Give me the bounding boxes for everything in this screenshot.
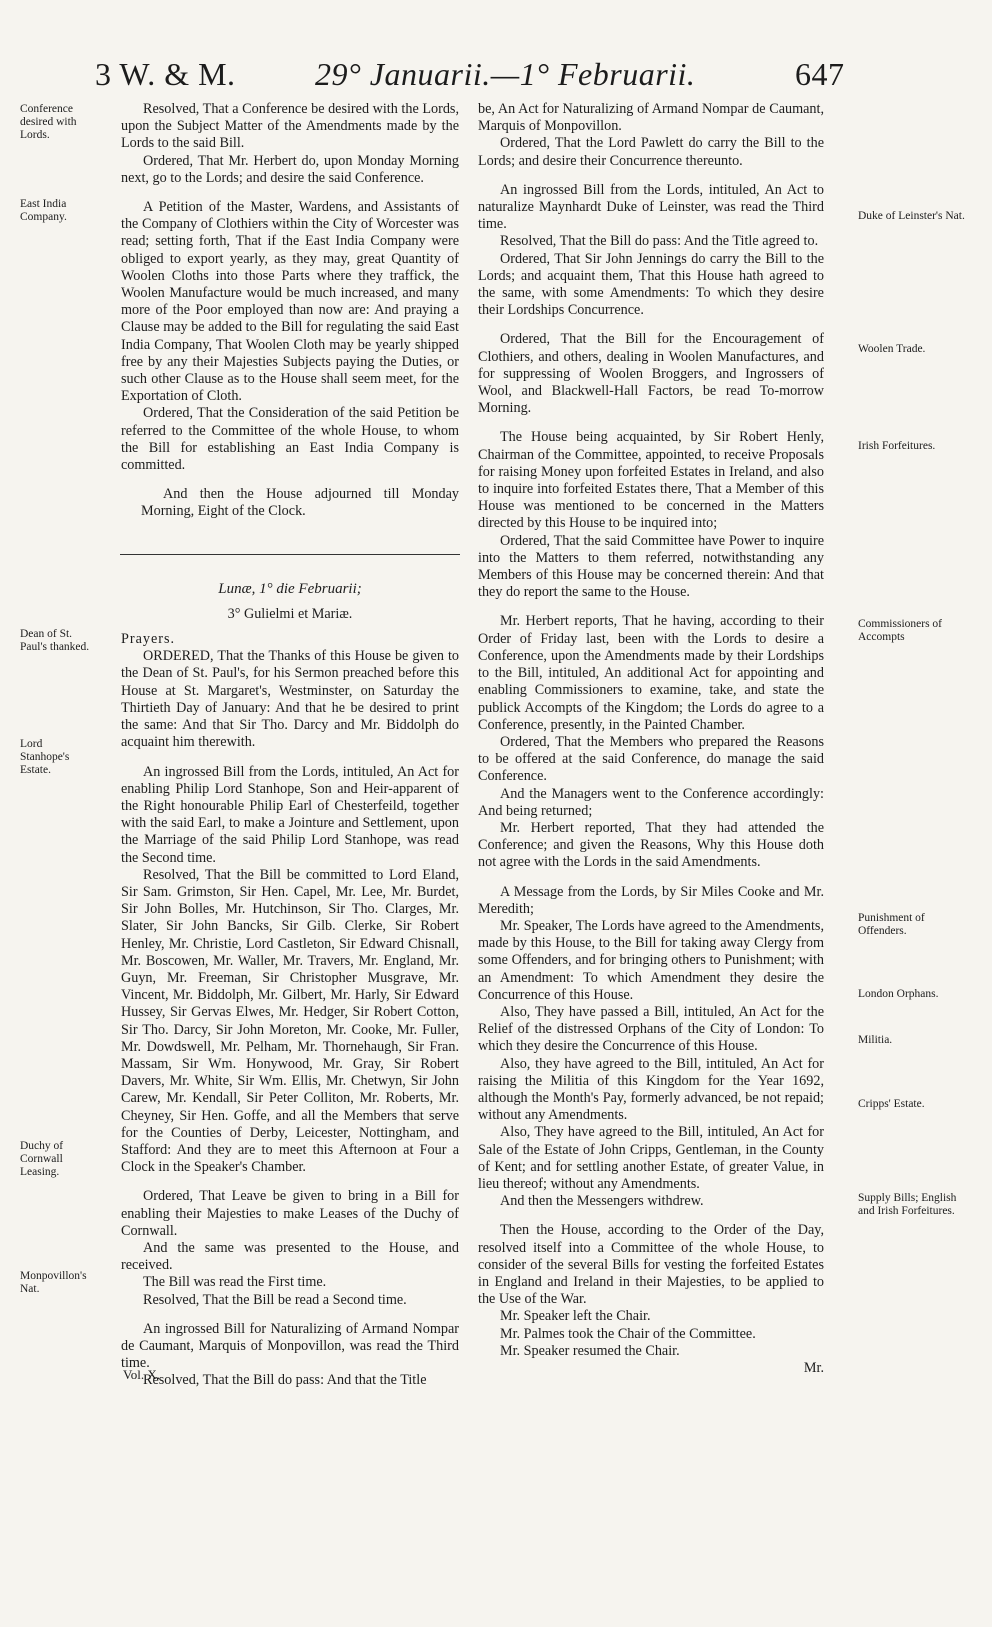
- running-header: [0, 52, 992, 100]
- entry-paragraph: Resolved, That a Conference be desired with the Lords, upon the Subject Matter of the Amendments made by the Lords to the said Bill.: [121, 101, 459, 152]
- entry-paragraph: An ingrossed Bill for Naturalizing of Armand Nompar de Caumant, Marquis of Monpovillon, was read the Third time.: [121, 1320, 459, 1372]
- entry-paragraph: Ordered, That Sir John Jennings do carry the Bill to the Lords; and acquaint them, That this House hath agreed to the same, with some Amendments: To which they desire their Lordships Concurrence.: [478, 250, 824, 319]
- entry-paragraph: be, An Act for Naturalizing of Armand Nompar de Caumant, Marquis of Monpovillon.: [478, 101, 824, 135]
- entry-paragraph: Ordered, That the said Committee have Power to inquire into the Matters to them referred, notwithstanding any Members of this House may be concerned therein: And that they do report the same to the House.: [478, 532, 824, 601]
- entry-paragraph: A Message from the Lords, by Sir Miles Cooke and Mr. Meredith;: [478, 883, 824, 917]
- entry-paragraph: Also, They have agreed to the Bill, intituled, An Act for Sale of the Estate of John Cripps, Gentleman, in the County of Kent; and for settling another Estate, of greater Value, in lieu thereof; without any Amendments.: [478, 1124, 824, 1192]
- entry-paragraph: Ordered, That the Consideration of the said Petition be referred to the Committee of the whole House, to whom the Bill for establishing an East India Company is committed.: [121, 405, 459, 474]
- entry-paragraph: Mr. Herbert reports, That he having, according to their Order of Friday last, been with the Lords to desire a Conference, upon the Amendments made by their Lordships to the Bill, intituled, An additional Act for appointing and enabling Commissioners to examine, take, and state the publick Accompts of the Kingdom; the Lords do agree to a Conference, presently, in the Painted Chamber.: [478, 613, 824, 733]
- margin-note-right: Irish Forfeitures.: [858, 440, 936, 452]
- margin-note-right: Militia.: [858, 1034, 893, 1046]
- catchword: Mr.: [803, 1360, 824, 1377]
- entry-paragraph: ORDERED, That the Thanks of this House be given to the Dean of St. Paul's, for his Sermon preached before this House at St. Margaret's, Westminster, on Saturday the Thirtieth Day of January: And that he be desired to print the same: And that Sir Tho. Darcy and Mr. Biddolph do acquaint him therewith.: [121, 648, 459, 751]
- margin-note-right: Duke of Leinster's Nat.: [858, 210, 965, 222]
- margin-note-right: London Orphans.: [858, 988, 939, 1000]
- entry-paragraph: Mr. Speaker, The Lords have agreed to the Amendments, made by this House, to the Bill for taking away Clergy from some Offenders, and for bringing others to Punishment; with an Amendment: To which Amendment they desire the Concurrence of this House.: [478, 917, 824, 1003]
- left-column: [121, 101, 459, 1390]
- entry-paragraph: Ordered, That the Members who prepared the Reasons to be offered at the said Conference, do manage the said Conference.: [478, 733, 824, 785]
- header-date: 29° Januarii.—1° Februarii.: [315, 56, 696, 92]
- entry-paragraph: Also, They have passed a Bill, intituled, An Act for the Relief of the distressed Orphans of the City of London: To which they desire the Concurrence of this House.: [478, 1003, 824, 1055]
- entry-paragraph: Ordered, That Leave be given to bring in a Bill for enabling their Majesties to make Leases of the Duchy of Cornwall.: [121, 1188, 459, 1239]
- margin-note-left: East India Company.: [20, 198, 67, 223]
- volume-signature: Vol. X.: [123, 1367, 160, 1382]
- adjournment-note: And then the House adjourned till Monday Morning, Eight of the Clock.: [141, 486, 459, 520]
- margin-note-left: Monpovillon's Nat.: [20, 1270, 87, 1295]
- entry-paragraph: Mr. Speaker left the Chair.: [500, 1308, 651, 1325]
- sitting-date: Lunæ, 1° die Februarii;: [218, 580, 362, 597]
- margin-note-left: Conference desired with Lords.: [20, 103, 77, 141]
- entry-paragraph: Resolved, That the Bill do pass: And the Title agreed to.: [500, 233, 819, 250]
- header-regnal-year: 3 W. & M.: [95, 56, 236, 92]
- entry-paragraph: Ordered, That the Bill for the Encouragement of Clothiers, and others, dealing in Woolen Manufactures, and for suppressing of Woolen Broggers, and Ingrossers of Wool, and Blackwell-Hall Factors, be read To-morrow Morning.: [478, 331, 824, 417]
- entry-paragraph: An ingrossed Bill from the Lords, intituled, An Act for enabling Philip Lord Stanhope, Son and Heir-apparent of the Right honourable Philip Earl of Chesterfeild, together with the said Earl, to make a Jointure and Settlement, upon the Marriage of the said Philip Lord Stanhope, was read the Second time.: [121, 763, 459, 866]
- entry-paragraph: Ordered, That the Lord Pawlett do carry the Bill to the Lords; and desire their Concurrence thereunto.: [478, 135, 824, 169]
- entry-paragraph: Also, they have agreed to the Bill, intituled, An Act for raising the Militia of this Kingdom for the Year 1692, although the Month's Pay, formerly advanced, be not repaid; without any Amendments.: [478, 1055, 824, 1124]
- entry-paragraph: A Petition of the Master, Wardens, and Assistants of the Company of Clothiers within the City of Worcester was read; setting forth, That if the East India Company were obliged to export yearly, as they may, great Quantity of Woolen Cloths into those Parts where they traffick, the Woolen Manufacture would be much increased, and many more of the Poor employed than now are: And praying a Clause may be added to the Bill for regulating the said East India Company, That Woolen Cloth may be yearly shipped free by any their Majesties Subjects paying the Duties, or such other Clause as to the House shall seem meet, for the Exportation of Cloth.: [121, 199, 459, 405]
- entry-paragraph: Resolved, That the Bill be committed to Lord Eland, Sir Sam. Grimston, Sir Hen. Capel, Mr. Lee, Mr. Burdet, Sir John Bolles, Mr. Hutchinson, Sir Tho. Clarges, Mr. Slater, Sir John Bancks, Sir Gilb. Clerke, Sir Robert Henley, Mr. Christie, Lord Castleton, Sir Edward Chisnall, Mr. Boscowen, Mr. Waller, Mr. Travers, Mr. England, Mr. Guyn, Mr. Freeman, Sir Christopher Musgrave, Mr. Vincent, Mr. Biddolph, Mr. Gilbert, Mr. Harly, Sir Edward Hussey, Sir Gervas Elwes, Mr. Hedger, Sir Robert Cotton, Sir Tho. Darcy, Sir John Moreton, Mr. Cooke, Mr. Fuller, Mr. Dowdswell, Mr. Pelham, Mr. Thornehaugh, Sir Fran. Massam, Sir Wm. Honywood, Mr. Gray, Sir Robert Davers, Mr. White, Sir Wm. Ellis, Mr. Chetwyn, Sir John Carew, Mr. Kendall, Sir Peter Colliton, Mr. Roberts, Mr. Cheyney, Sir Hen. Goffe, and all the Members that serve for the Counties of Derby, Leicester, Nottingham, and Stafford: And they are to meet this Afternoon at Four a Clock in the Speaker's Chamber.: [121, 866, 459, 1176]
- margin-note-left: Duchy of Cornwall Leasing.: [20, 1140, 64, 1178]
- entry-paragraph: Mr. Speaker resumed the Chair.: [500, 1342, 680, 1359]
- entry-paragraph: And then the Messengers withdrew.: [500, 1193, 704, 1210]
- entry-paragraph: Ordered, That Mr. Herbert do, upon Monday Morning next, go to the Lords; and desire the said Conference.: [121, 152, 459, 186]
- section-rule: [120, 554, 460, 555]
- margin-note-right: Punishment of Offenders.: [858, 912, 925, 937]
- regnal-year-line: 3° Gulielmi et Mariæ.: [227, 605, 353, 622]
- margin-note-right: Supply Bills; English and Irish Forfeitures.: [858, 1192, 957, 1217]
- entry-paragraph: Resolved, That the Bill be read a Second time.: [143, 1291, 407, 1308]
- page-number: 647: [795, 56, 845, 92]
- prayers-heading: Prayers.: [121, 631, 176, 648]
- margin-note-right: Commissioners of Accompts: [858, 618, 943, 643]
- margin-note-right: Cripps' Estate.: [858, 1098, 925, 1110]
- margin-note-right: Woolen Trade.: [858, 343, 926, 355]
- entry-paragraph: The Bill was read the First time.: [143, 1274, 327, 1291]
- entry-paragraph: Then the House, according to the Order of the Day, resolved itself into a Committee of the whole House, to consider of the several Bills for vesting the forfeited Estates in England and Ireland in their Majesties, to be applied to the Use of the War.: [478, 1222, 824, 1308]
- entry-paragraph: Mr. Palmes took the Chair of the Committee.: [500, 1325, 756, 1342]
- entry-paragraph: The House being acquainted, by Sir Robert Henly, Chairman of the Committee, appointed, to receive Proposals for raising Money upon forfeited Estates in Ireland, and also to inquire into forfeited Estates there, That a Member of this House was mentioned to be concerned in the Matters directed by this House to be inquired into;: [478, 429, 824, 532]
- right-column: [478, 101, 824, 1377]
- entry-paragraph: Mr. Herbert reported, That they had attended the Conference; and given the Reasons, Why this House doth not agree with the Lords in the said Amendments.: [478, 819, 824, 871]
- entry-paragraph: An ingrossed Bill from the Lords, intituled, An Act to naturalize Maynhardt Duke of Leinster, was read the Third time.: [478, 181, 824, 233]
- entry-paragraph: Resolved, That the Bill do pass: And that the Title: [143, 1372, 427, 1389]
- margin-note-left: Dean of St. Paul's thanked.: [20, 628, 90, 653]
- margin-note-left: Lord Stanhope's Estate.: [20, 738, 70, 776]
- entry-paragraph: And the same was presented to the House, and received.: [121, 1239, 459, 1274]
- entry-paragraph: And the Managers went to the Conference accordingly: And being returned;: [478, 785, 824, 819]
